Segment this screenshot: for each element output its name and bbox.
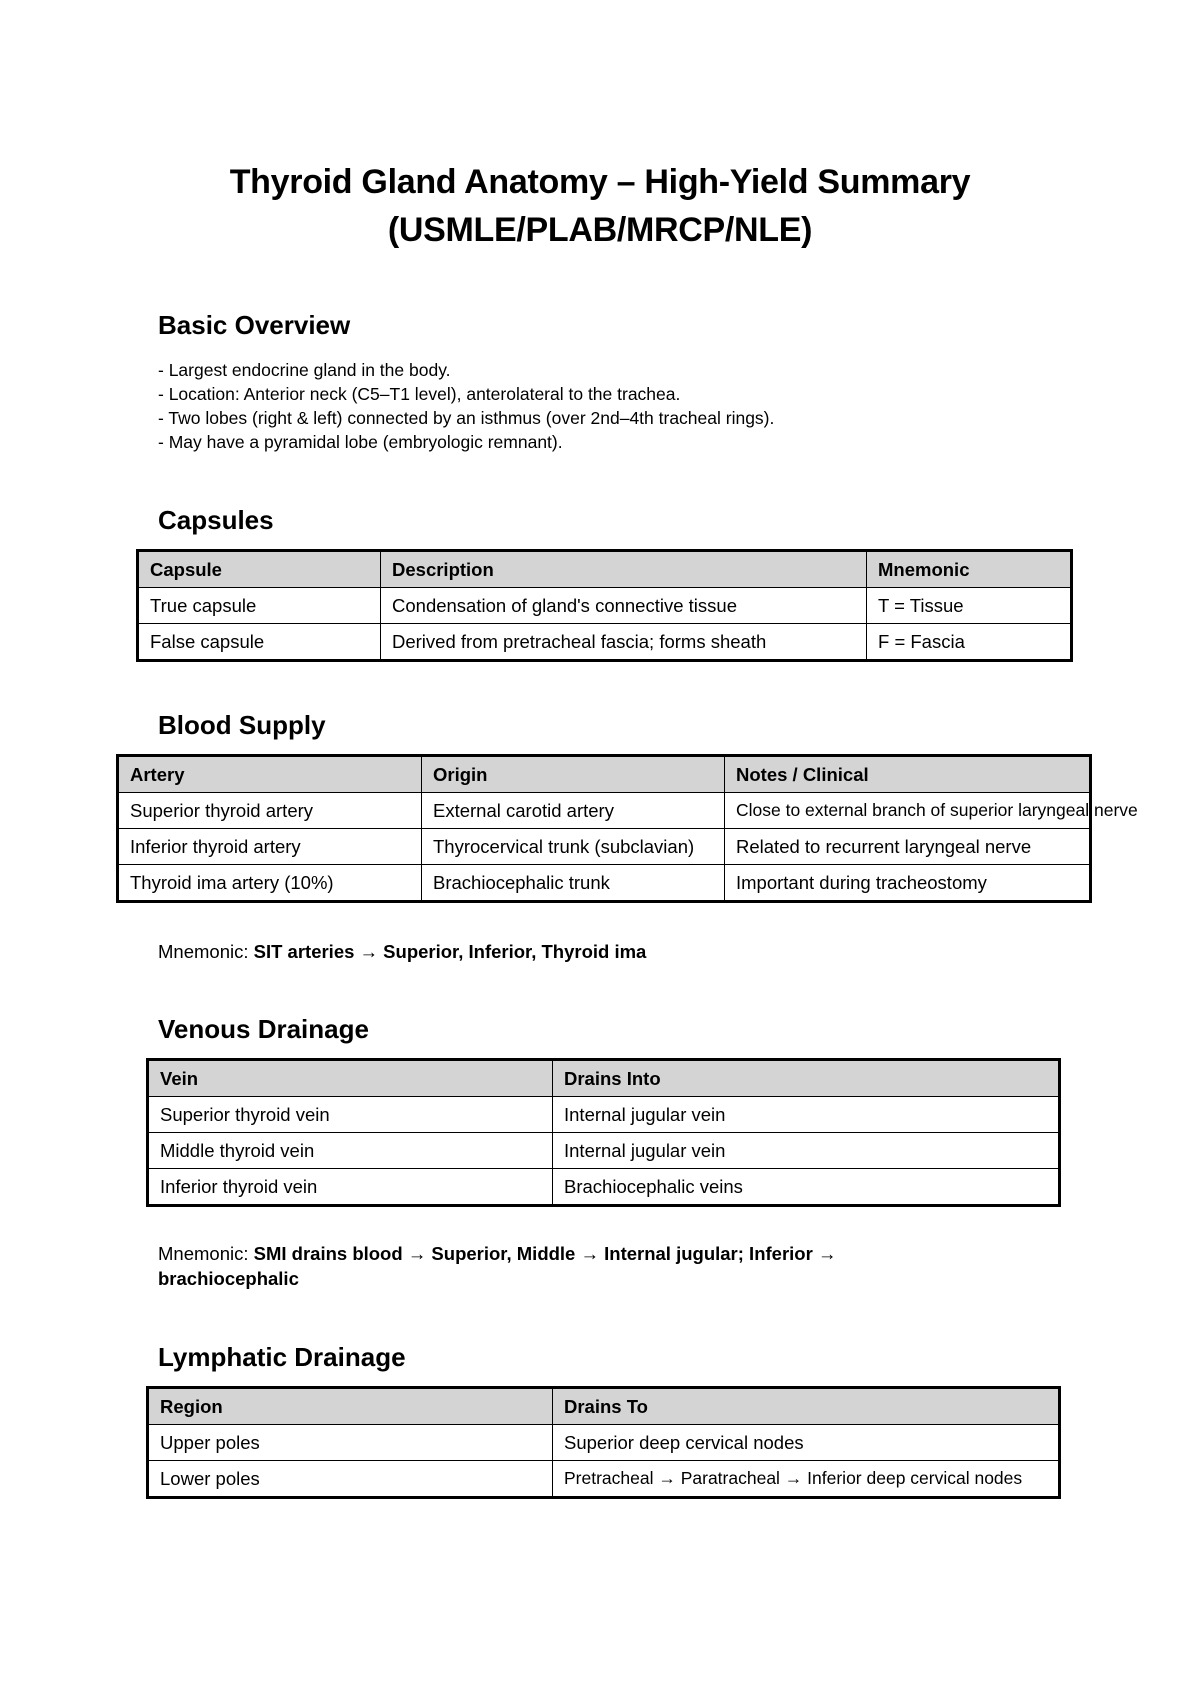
overview-bullets [158, 358, 774, 454]
title-line-2: (USMLE/PLAB/MRCP/NLE) [387, 211, 813, 249]
table-cell: Condensation of gland's connective tissue [381, 588, 867, 624]
blood-supply-heading: Blood Supply [158, 710, 326, 740]
column-header: Capsule [138, 551, 381, 588]
table-row [118, 829, 1091, 865]
column-header: Vein [148, 1060, 553, 1097]
table-row [118, 793, 1091, 829]
table-cell: Thyrocervical trunk (subclavian) [422, 829, 725, 865]
table-cell: Brachiocephalic trunk [422, 865, 725, 902]
bullet-item: - Location: Anterior neck (C5–T1 level), anterolateral to the trachea. [158, 384, 681, 404]
lymphatic-drainage-heading: Lymphatic Drainage [158, 1342, 406, 1372]
column-header: Description [381, 551, 867, 588]
table-header-row [148, 1060, 1060, 1097]
table-cell: Inferior thyroid artery [118, 829, 422, 865]
table-row [138, 588, 1072, 624]
column-header: Drains To [553, 1388, 1060, 1425]
column-header: Mnemonic [867, 551, 1072, 588]
table-cell: Close to external branch of superior laryngeal nerve [725, 793, 1091, 829]
table-row [148, 1461, 1060, 1498]
capsules-heading: Capsules [158, 505, 274, 535]
table-cell: T = Tissue [867, 588, 1072, 624]
table-cell: Superior thyroid vein [148, 1097, 553, 1133]
table-row [118, 865, 1091, 902]
bullet-item: - Two lobes (right & left) connected by an isthmus (over 2nd–4th tracheal rings). [158, 408, 775, 428]
column-header: Drains Into [553, 1060, 1060, 1097]
column-header: Region [148, 1388, 553, 1425]
table-cell: Internal jugular vein [553, 1097, 1060, 1133]
table-cell: False capsule [138, 624, 381, 661]
table-cell: Inferior thyroid vein [148, 1169, 553, 1206]
page-title [0, 158, 1200, 254]
table-cell: Superior thyroid artery [118, 793, 422, 829]
table-cell: External carotid artery [422, 793, 725, 829]
table-cell: Lower poles [148, 1461, 553, 1498]
table-row [148, 1097, 1060, 1133]
table-cell: True capsule [138, 588, 381, 624]
mnemonic-text-line-1: SMI drains blood → Superior, Middle → Internal jugular; Inferior → [253, 1243, 837, 1264]
bullet-item: - Largest endocrine gland in the body. [158, 360, 451, 380]
venous-drainage-mnemonic [158, 1241, 836, 1291]
table-cell: Important during tracheostomy [725, 865, 1091, 902]
table-cell: Superior deep cervical nodes [553, 1425, 1060, 1461]
title-line-1: Thyroid Gland Anatomy – High-Yield Summary [229, 163, 971, 201]
mnemonic-label: Mnemonic: [158, 1243, 254, 1264]
venous-drainage-table [146, 1058, 1061, 1207]
table-header-row [138, 551, 1072, 588]
table-row [148, 1425, 1060, 1461]
table-row [148, 1133, 1060, 1169]
mnemonic-text-line-2: brachiocephalic [158, 1268, 299, 1289]
column-header: Notes / Clinical [725, 756, 1091, 793]
table-cell: Middle thyroid vein [148, 1133, 553, 1169]
table-cell: Derived from pretracheal fascia; forms sheath [381, 624, 867, 661]
table-header-row [148, 1388, 1060, 1425]
column-header: Artery [118, 756, 422, 793]
table-row [148, 1169, 1060, 1206]
table-cell: F = Fascia [867, 624, 1072, 661]
venous-drainage-heading: Venous Drainage [158, 1014, 369, 1044]
overview-heading: Basic Overview [158, 310, 351, 340]
mnemonic-label: Mnemonic: [158, 941, 254, 962]
table-cell: Internal jugular vein [553, 1133, 1060, 1169]
lymphatic-drainage-table [146, 1386, 1061, 1499]
column-header: Origin [422, 756, 725, 793]
bullet-item: - May have a pyramidal lobe (embryologic remnant). [158, 432, 563, 452]
capsules-table [136, 549, 1073, 662]
blood-supply-mnemonic [158, 939, 646, 964]
table-row [138, 624, 1072, 661]
table-cell: Thyroid ima artery (10%) [118, 865, 422, 902]
table-header-row [118, 756, 1091, 793]
table-cell: Upper poles [148, 1425, 553, 1461]
table-cell: Pretracheal → Paratracheal → Inferior deep cervical nodes [553, 1461, 1060, 1498]
mnemonic-text: SIT arteries → Superior, Inferior, Thyroid ima [253, 941, 647, 962]
blood-supply-table [116, 754, 1138, 903]
table-cell: Related to recurrent laryngeal nerve [725, 829, 1091, 865]
table-cell: Brachiocephalic veins [553, 1169, 1060, 1206]
